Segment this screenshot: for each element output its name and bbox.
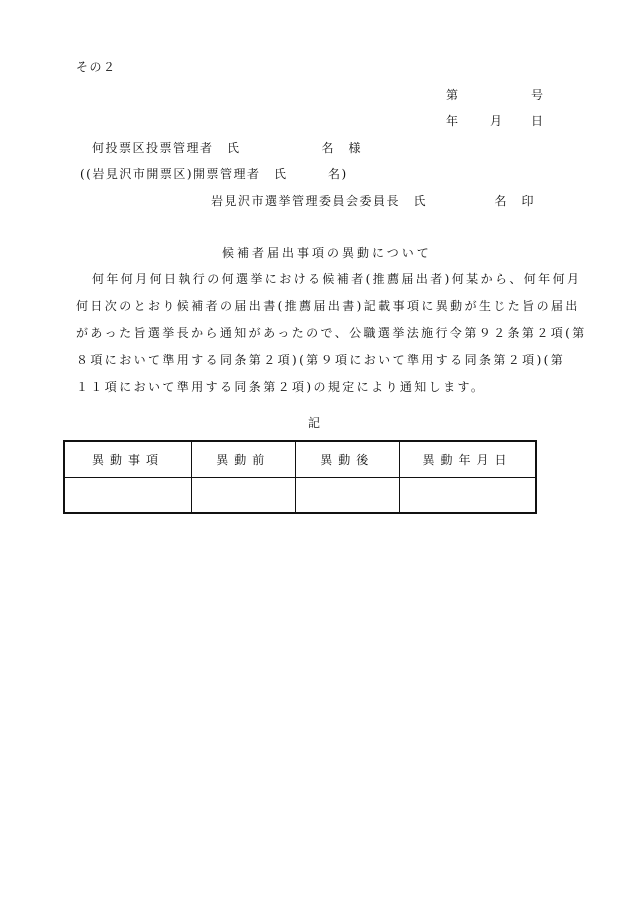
cell-before	[191, 478, 295, 514]
addressee-line-1: 何投票区投票管理者 氏 名 様	[92, 141, 363, 155]
body-line-2: 何日次のとおり候補者の届出書(推薦届出書)記載事項に異動が生じた旨の届出	[76, 299, 580, 313]
body-line-4: ８項において準用する同条第２項)(第９項において準用する同条第２項)(第	[76, 353, 566, 367]
table-header-row	[64, 441, 536, 478]
number-go: 号	[531, 88, 545, 102]
document-label: その２	[76, 60, 117, 74]
date-day: 日	[531, 114, 545, 128]
header-change-item: 異動事項	[64, 441, 191, 478]
date-month: 月	[490, 114, 504, 128]
sender-line: 岩見沢市選挙管理委員会委員長 氏 名 印	[211, 194, 536, 208]
table-row	[64, 478, 536, 514]
header-after: 異動後	[295, 441, 400, 478]
number-dai: 第	[446, 88, 460, 102]
header-before: 異動前	[191, 441, 295, 478]
cell-after	[295, 478, 400, 514]
change-table	[63, 440, 537, 514]
body-line-5: １１項において準用する同条第２項)の規定により通知します。	[76, 380, 486, 394]
addressee-line-2: ((岩見沢市開票区)開票管理者 氏 名)	[80, 167, 348, 181]
body-line-1: 何年何月何日執行の何選挙における候補者(推薦届出者)何某から、何年何月	[92, 272, 582, 286]
cell-change-date	[400, 478, 536, 514]
body-line-3: があった旨選挙長から通知があったので、公職選挙法施行令第９２条第２項(第	[76, 326, 587, 340]
ki-heading: 記	[308, 416, 322, 430]
document-subject: 候補者届出事項の異動について	[222, 246, 432, 260]
header-change-date: 異動年月日	[400, 441, 536, 478]
date-year: 年	[446, 114, 460, 128]
cell-change-item	[64, 478, 191, 514]
